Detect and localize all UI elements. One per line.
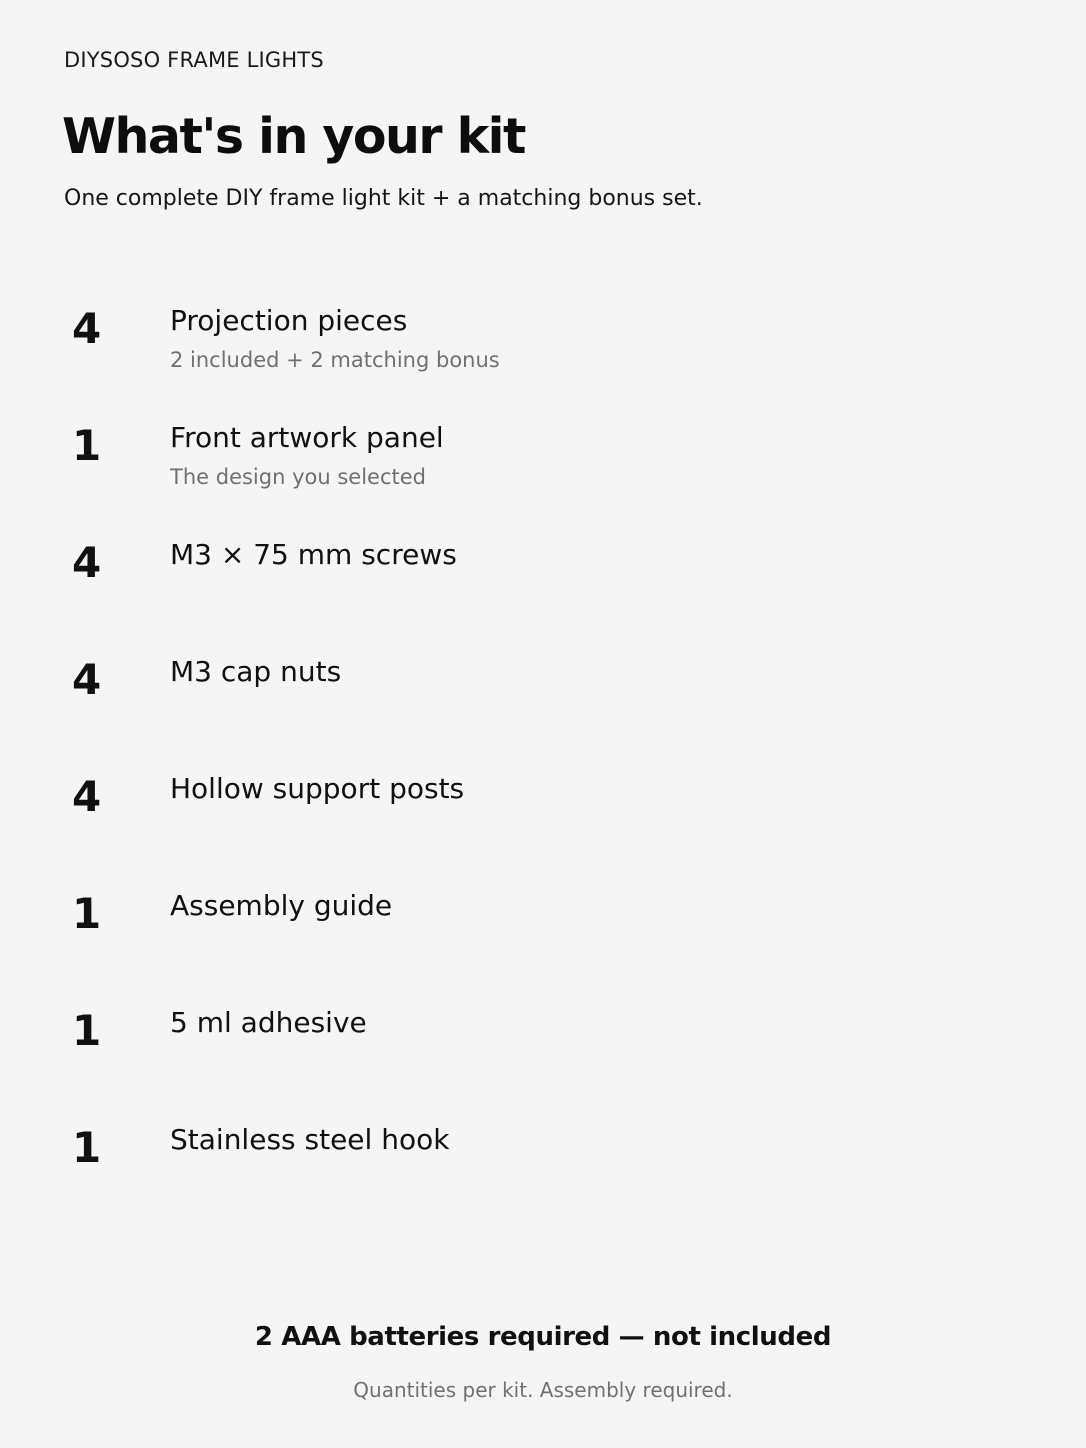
kit-items-list bbox=[0, 300, 1086, 1236]
item-name: M3 × 75 mm screws bbox=[170, 538, 457, 571]
list-item bbox=[0, 768, 1086, 885]
item-quantity: 4 bbox=[72, 772, 102, 821]
item-quantity: 1 bbox=[72, 1123, 102, 1172]
item-name: Projection pieces bbox=[170, 304, 408, 337]
item-name: Assembly guide bbox=[170, 889, 393, 922]
brand-label: DIYSOSO FRAME LIGHTS bbox=[64, 48, 324, 72]
item-quantity: 4 bbox=[72, 655, 102, 704]
list-item bbox=[0, 300, 1086, 417]
footnote: Quantities per kit. Assembly required. bbox=[353, 1378, 733, 1402]
item-quantity: 4 bbox=[72, 304, 102, 353]
page-title: What's in your kit bbox=[62, 108, 525, 165]
item-name: Front artwork panel bbox=[170, 421, 444, 454]
list-item bbox=[0, 534, 1086, 651]
list-item bbox=[0, 651, 1086, 768]
list-item bbox=[0, 1119, 1086, 1236]
item-quantity: 1 bbox=[72, 889, 102, 938]
item-name: Stainless steel hook bbox=[170, 1123, 450, 1156]
list-item bbox=[0, 417, 1086, 534]
list-item bbox=[0, 1002, 1086, 1119]
item-note: The design you selected bbox=[170, 465, 426, 489]
item-quantity: 1 bbox=[72, 1006, 102, 1055]
item-quantity: 4 bbox=[72, 538, 102, 587]
item-name: 5 ml adhesive bbox=[170, 1006, 367, 1039]
page-subtitle: One complete DIY frame light kit + a matching bonus set. bbox=[64, 186, 703, 211]
item-quantity: 1 bbox=[72, 421, 102, 470]
item-name: Hollow support posts bbox=[170, 772, 465, 805]
item-note: 2 included + 2 matching bonus bbox=[170, 348, 500, 372]
battery-notice: 2 AAA batteries required — not included bbox=[254, 1322, 832, 1352]
list-item bbox=[0, 885, 1086, 1002]
item-name: M3 cap nuts bbox=[170, 655, 342, 688]
